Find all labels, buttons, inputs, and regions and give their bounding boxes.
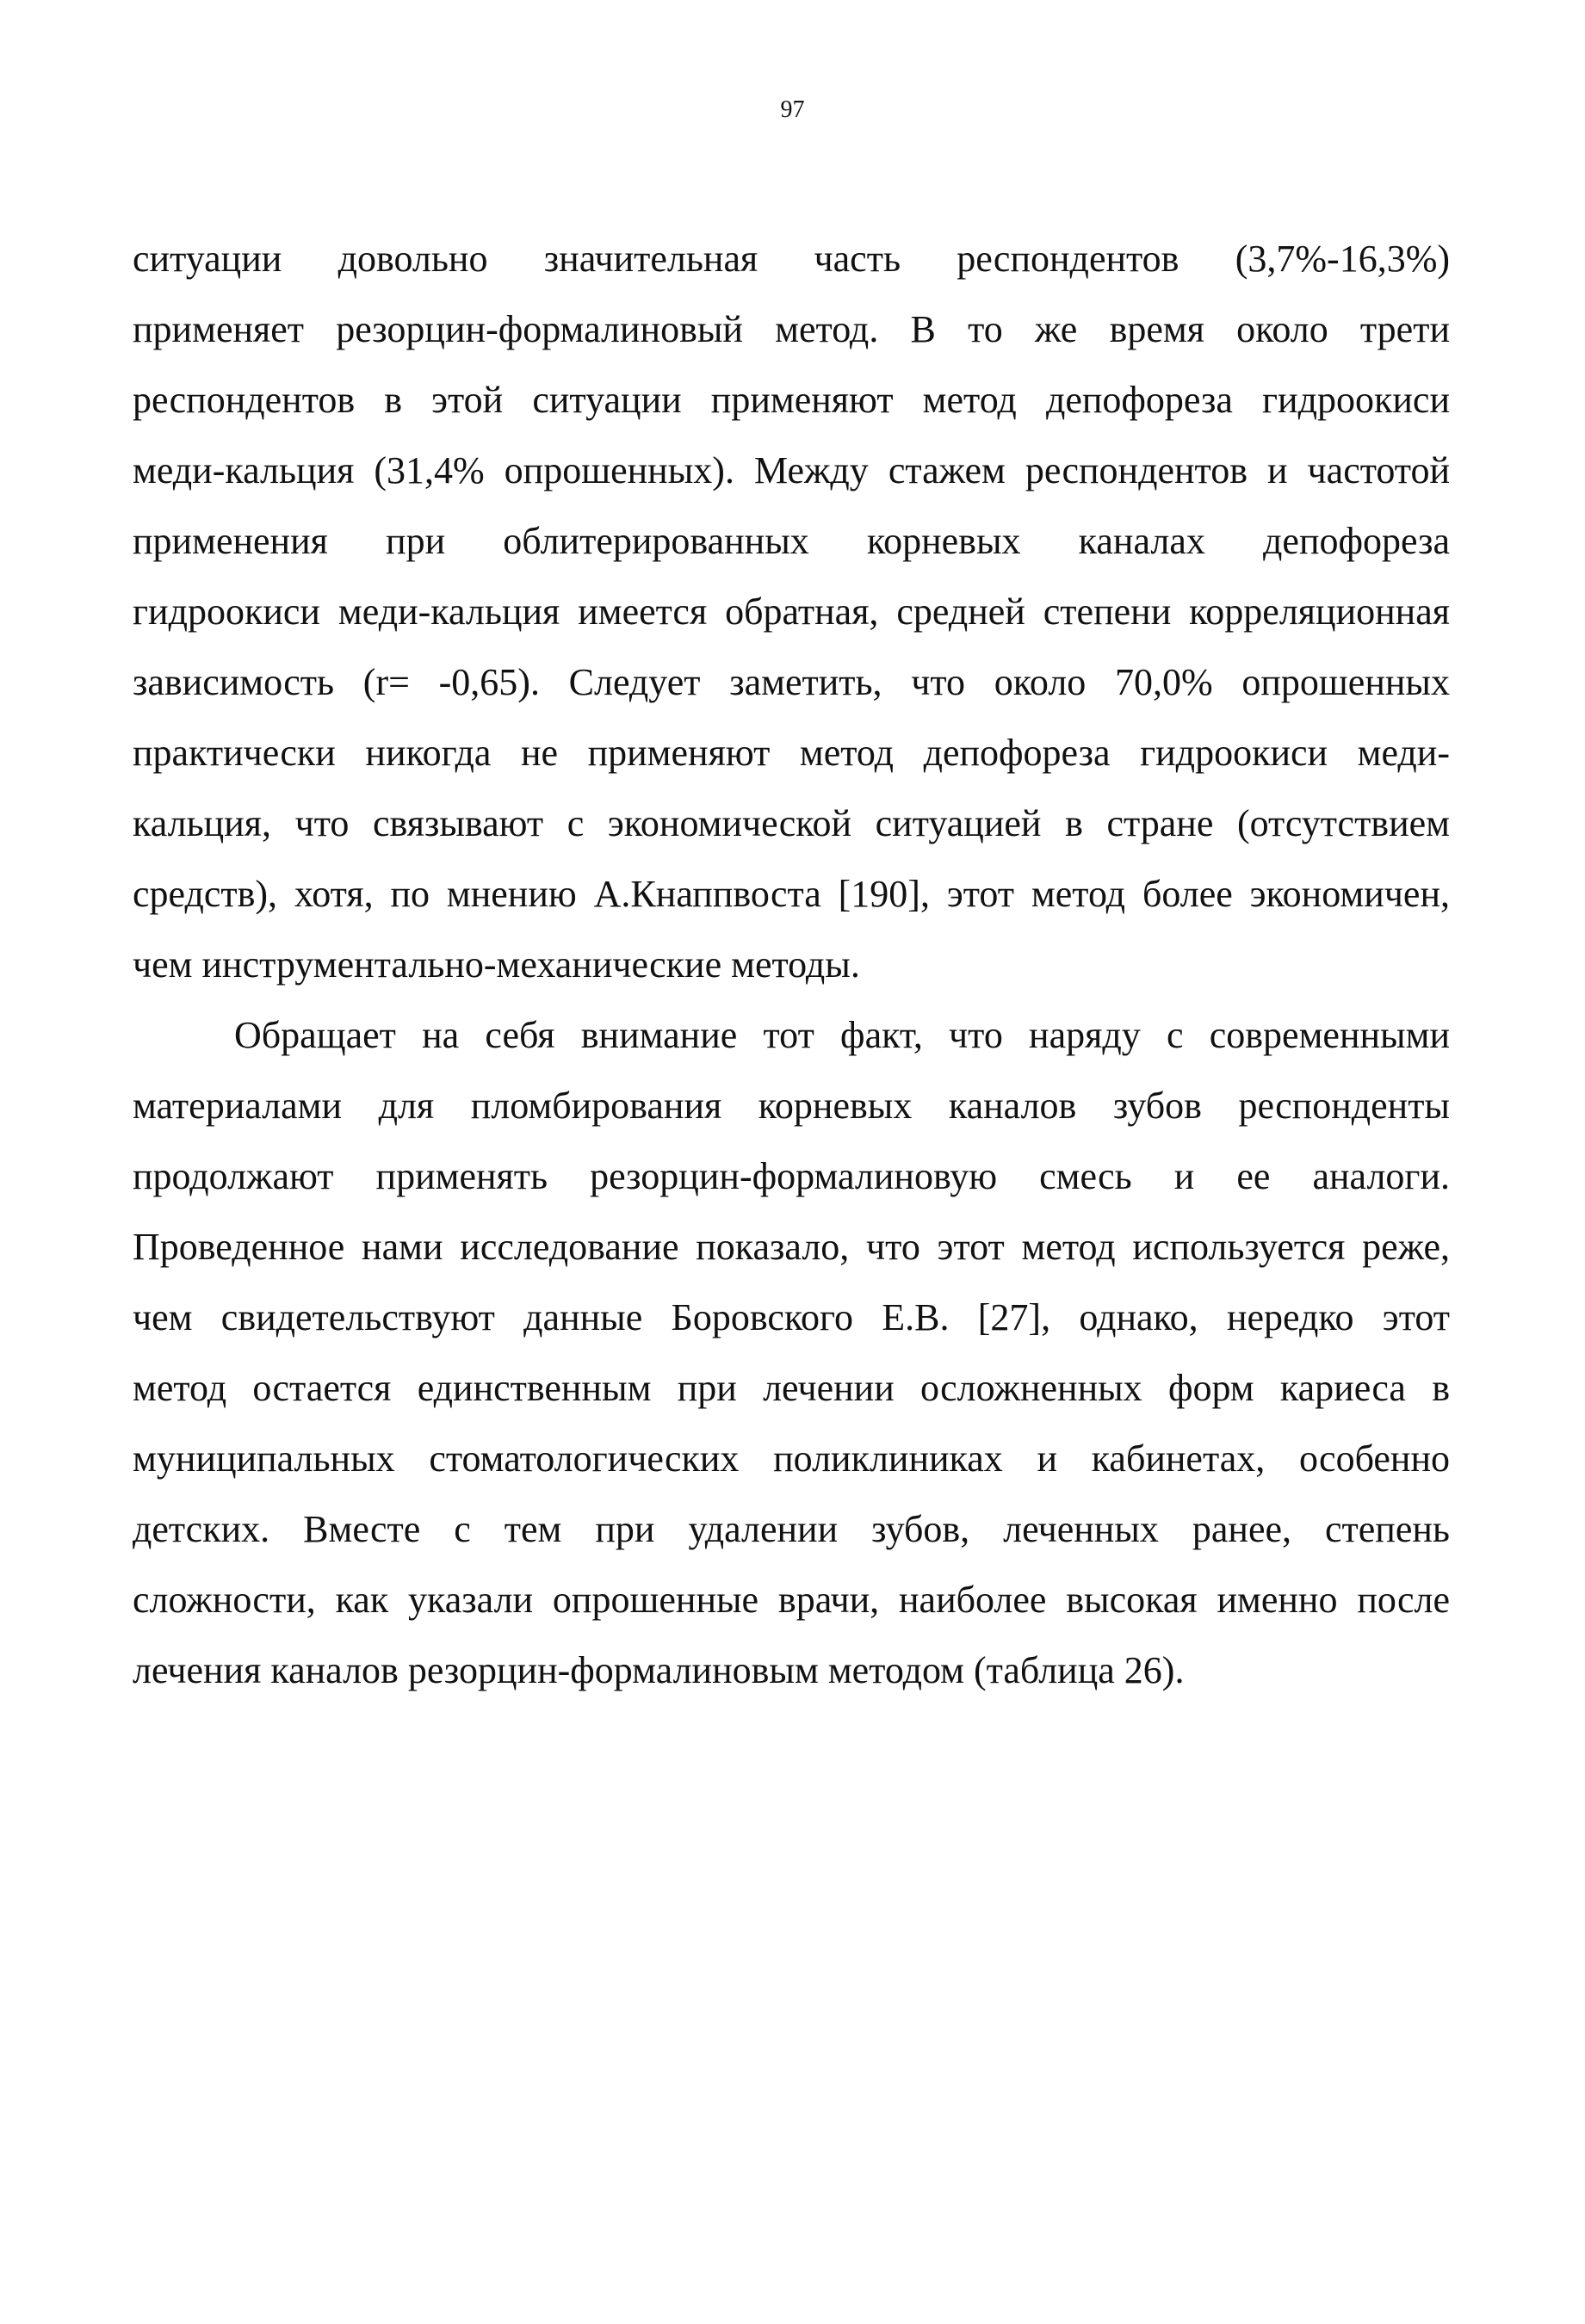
page-number: 97 (780, 96, 805, 123)
text-line: Проведенное нами исследование показало, что этот метод используется реже, (133, 1226, 1450, 1268)
text-line: Обращает на себя внимание тот факт, что наряду с современными (234, 1014, 1450, 1056)
text-line: материалами для пломбирования корневых каналов зубов респонденты (133, 1085, 1450, 1127)
text-line: применения при облитерированных корневых каналах депофореза (133, 520, 1450, 562)
text-line: зависимость (r= -0,65). Следует заметить, что около 70,0% опрошенных (133, 661, 1450, 703)
text-line: чем свидетельствуют данные Боровского Е.В. [27], однако, нередко этот (133, 1296, 1450, 1338)
text-line: ситуации довольно значительная часть респондентов (3,7%-16,3%) (133, 238, 1450, 280)
text-line: применяет резорцин-формалиновый метод. В то же время около трети (133, 308, 1450, 350)
text-line: метод остается единственным при лечении осложненных форм кариеса в (133, 1367, 1450, 1409)
text-line: кальция, что связывают с экономической ситуацией в стране (отсутствием (133, 802, 1450, 844)
paragraph (133, 1000, 1450, 1706)
text-line: меди-кальция (31,4% опрошенных). Между стажем респондентов и частотой (133, 449, 1450, 491)
text-line: сложности, как указали опрошенные врачи, наиболее высокая именно после (133, 1579, 1450, 1621)
text-line: муниципальных стоматологических поликлиниках и кабинетах, особенно (133, 1437, 1450, 1480)
text-line: лечения каналов резорцин-формалиновым методом (таблица 26). (133, 1649, 1185, 1691)
text-line: средств), хотя, по мнению А.Кнаппвоста [190], этот метод более экономичен, (133, 873, 1450, 915)
text-line: практически никогда не применяют метод депофореза гидроокиси меди- (133, 732, 1450, 774)
text-line: продолжают применять резорцин-формалиновую смесь и ее аналоги. (133, 1155, 1450, 1197)
text-line: респондентов в этой ситуации применяют метод депофореза гидроокиси (133, 379, 1450, 421)
body-text (133, 224, 1450, 1706)
text-line: гидроокиси меди-кальция имеется обратная, средней степени корреляционная (133, 590, 1450, 633)
paragraph (133, 224, 1450, 1000)
text-line: чем инструментально-механические методы. (133, 943, 860, 986)
text-line: детских. Вместе с тем при удалении зубов, леченных ранее, степень (133, 1508, 1450, 1550)
